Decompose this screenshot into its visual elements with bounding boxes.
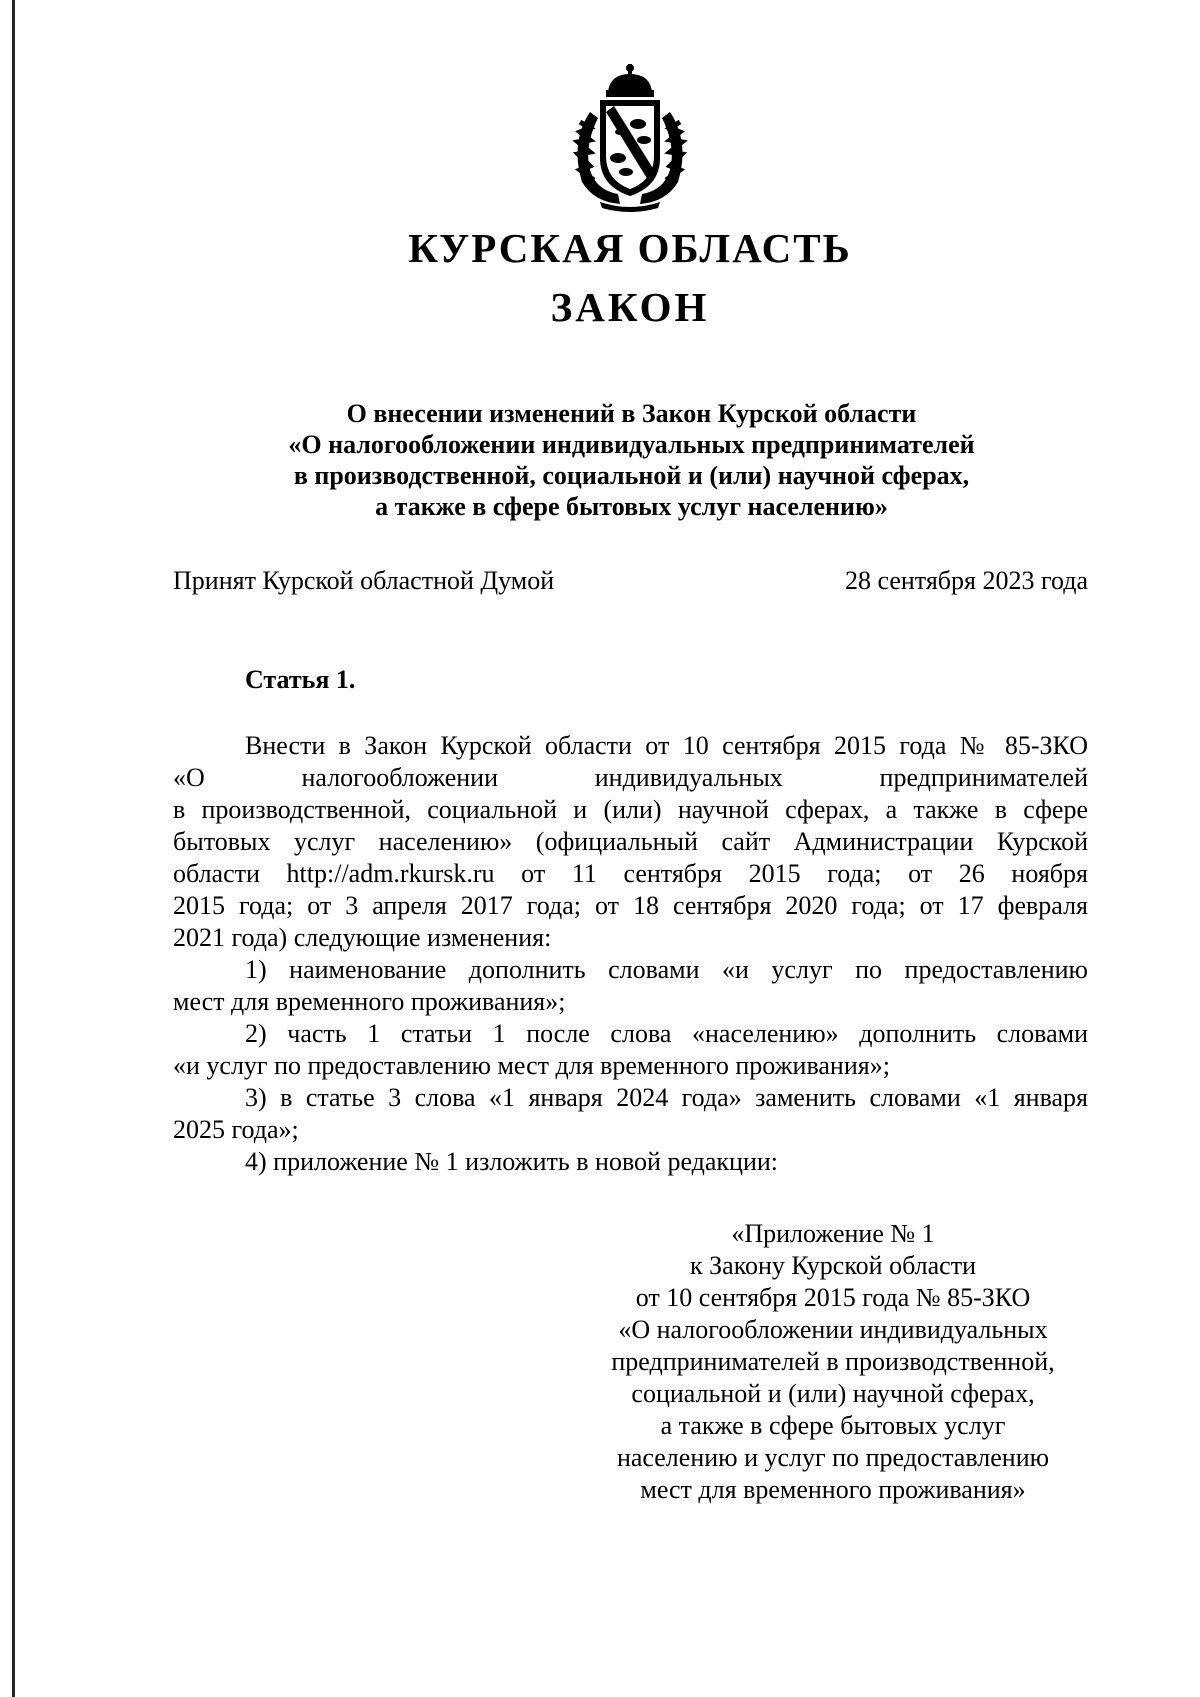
appendix-line: населению и услуг по предоставлению	[616, 1443, 1050, 1472]
body-line: 3) в статье 3 слова «1 января 2024 года» заменить словами «1 января	[245, 1083, 1088, 1112]
body-line: «О налогообложении индивидуальных предпринимателей	[173, 763, 1088, 792]
law-title	[173, 398, 1090, 522]
appendix-line: от 10 сентября 2015 года № 85-ЗКО	[635, 1283, 1031, 1312]
appendix-line: к Закону Курской области	[690, 1251, 976, 1280]
title-line: в производственной, социальной и (или) научной сферах,	[293, 461, 970, 490]
appendix-line: мест для временного проживания»	[640, 1475, 1026, 1504]
appendix-line: предпринимателей в производственной,	[611, 1347, 1055, 1376]
appendix-header	[578, 1218, 1088, 1506]
body-line: 1) наименование дополнить словами «и услуг по предоставлению	[245, 955, 1088, 984]
body-line: 2025 года»;	[173, 1115, 299, 1144]
document-type-heading: ЗАКОН	[550, 284, 710, 330]
article-body	[173, 730, 1088, 1178]
body-line: мест для временного проживания»;	[173, 987, 566, 1016]
body-line: 2) часть 1 статьи 1 после слова «населению» дополнить словами	[245, 1019, 1088, 1048]
body-line: области http://adm.rkursk.ru от 11 сентября 2015 года; от 26 ноября	[173, 859, 1088, 888]
title-line: а также в сфере бытовых услуг населению»	[375, 492, 888, 521]
body-line: 2021 года) следующие изменения:	[173, 923, 552, 952]
adopted-by: Принят Курской областной Думой	[173, 566, 555, 595]
adopted-date: 28 сентября 2023 года	[844, 566, 1088, 595]
appendix-line: «О налогообложении индивидуальных	[618, 1315, 1048, 1344]
article-heading: Статья 1.	[245, 665, 356, 694]
title-line: «О налогообложении индивидуальных предпринимателей	[288, 430, 975, 459]
body-line: 2015 года; от 3 апреля 2017 года; от 18 сентября 2020 года; от 17 февраля	[173, 891, 1088, 920]
region-heading: КУРСКАЯ ОБЛАСТЬ	[408, 225, 852, 271]
body-line: 4) приложение № 1 изложить в новой редакции:	[245, 1147, 779, 1176]
appendix-line: социальной и (или) научной сферах,	[631, 1379, 1035, 1408]
title-line: О внесении изменений в Закон Курской области	[346, 399, 917, 428]
coat-of-arms-icon	[560, 62, 700, 212]
body-line: бытовых услуг населению» (официальный сайт Администрации Курской	[173, 827, 1088, 856]
body-line: в производственной, социальной и (или) научной сферах, а также в сфере	[173, 795, 1088, 824]
body-line: «и услуг по предоставлению мест для временного проживания»;	[173, 1051, 890, 1080]
appendix-line: «Приложение № 1	[731, 1219, 935, 1248]
appendix-line: а также в сфере бытовых услуг	[660, 1411, 1006, 1440]
body-line: Внести в Закон Курской области от 10 сентября 2015 года № 85-ЗКО	[245, 731, 1088, 760]
